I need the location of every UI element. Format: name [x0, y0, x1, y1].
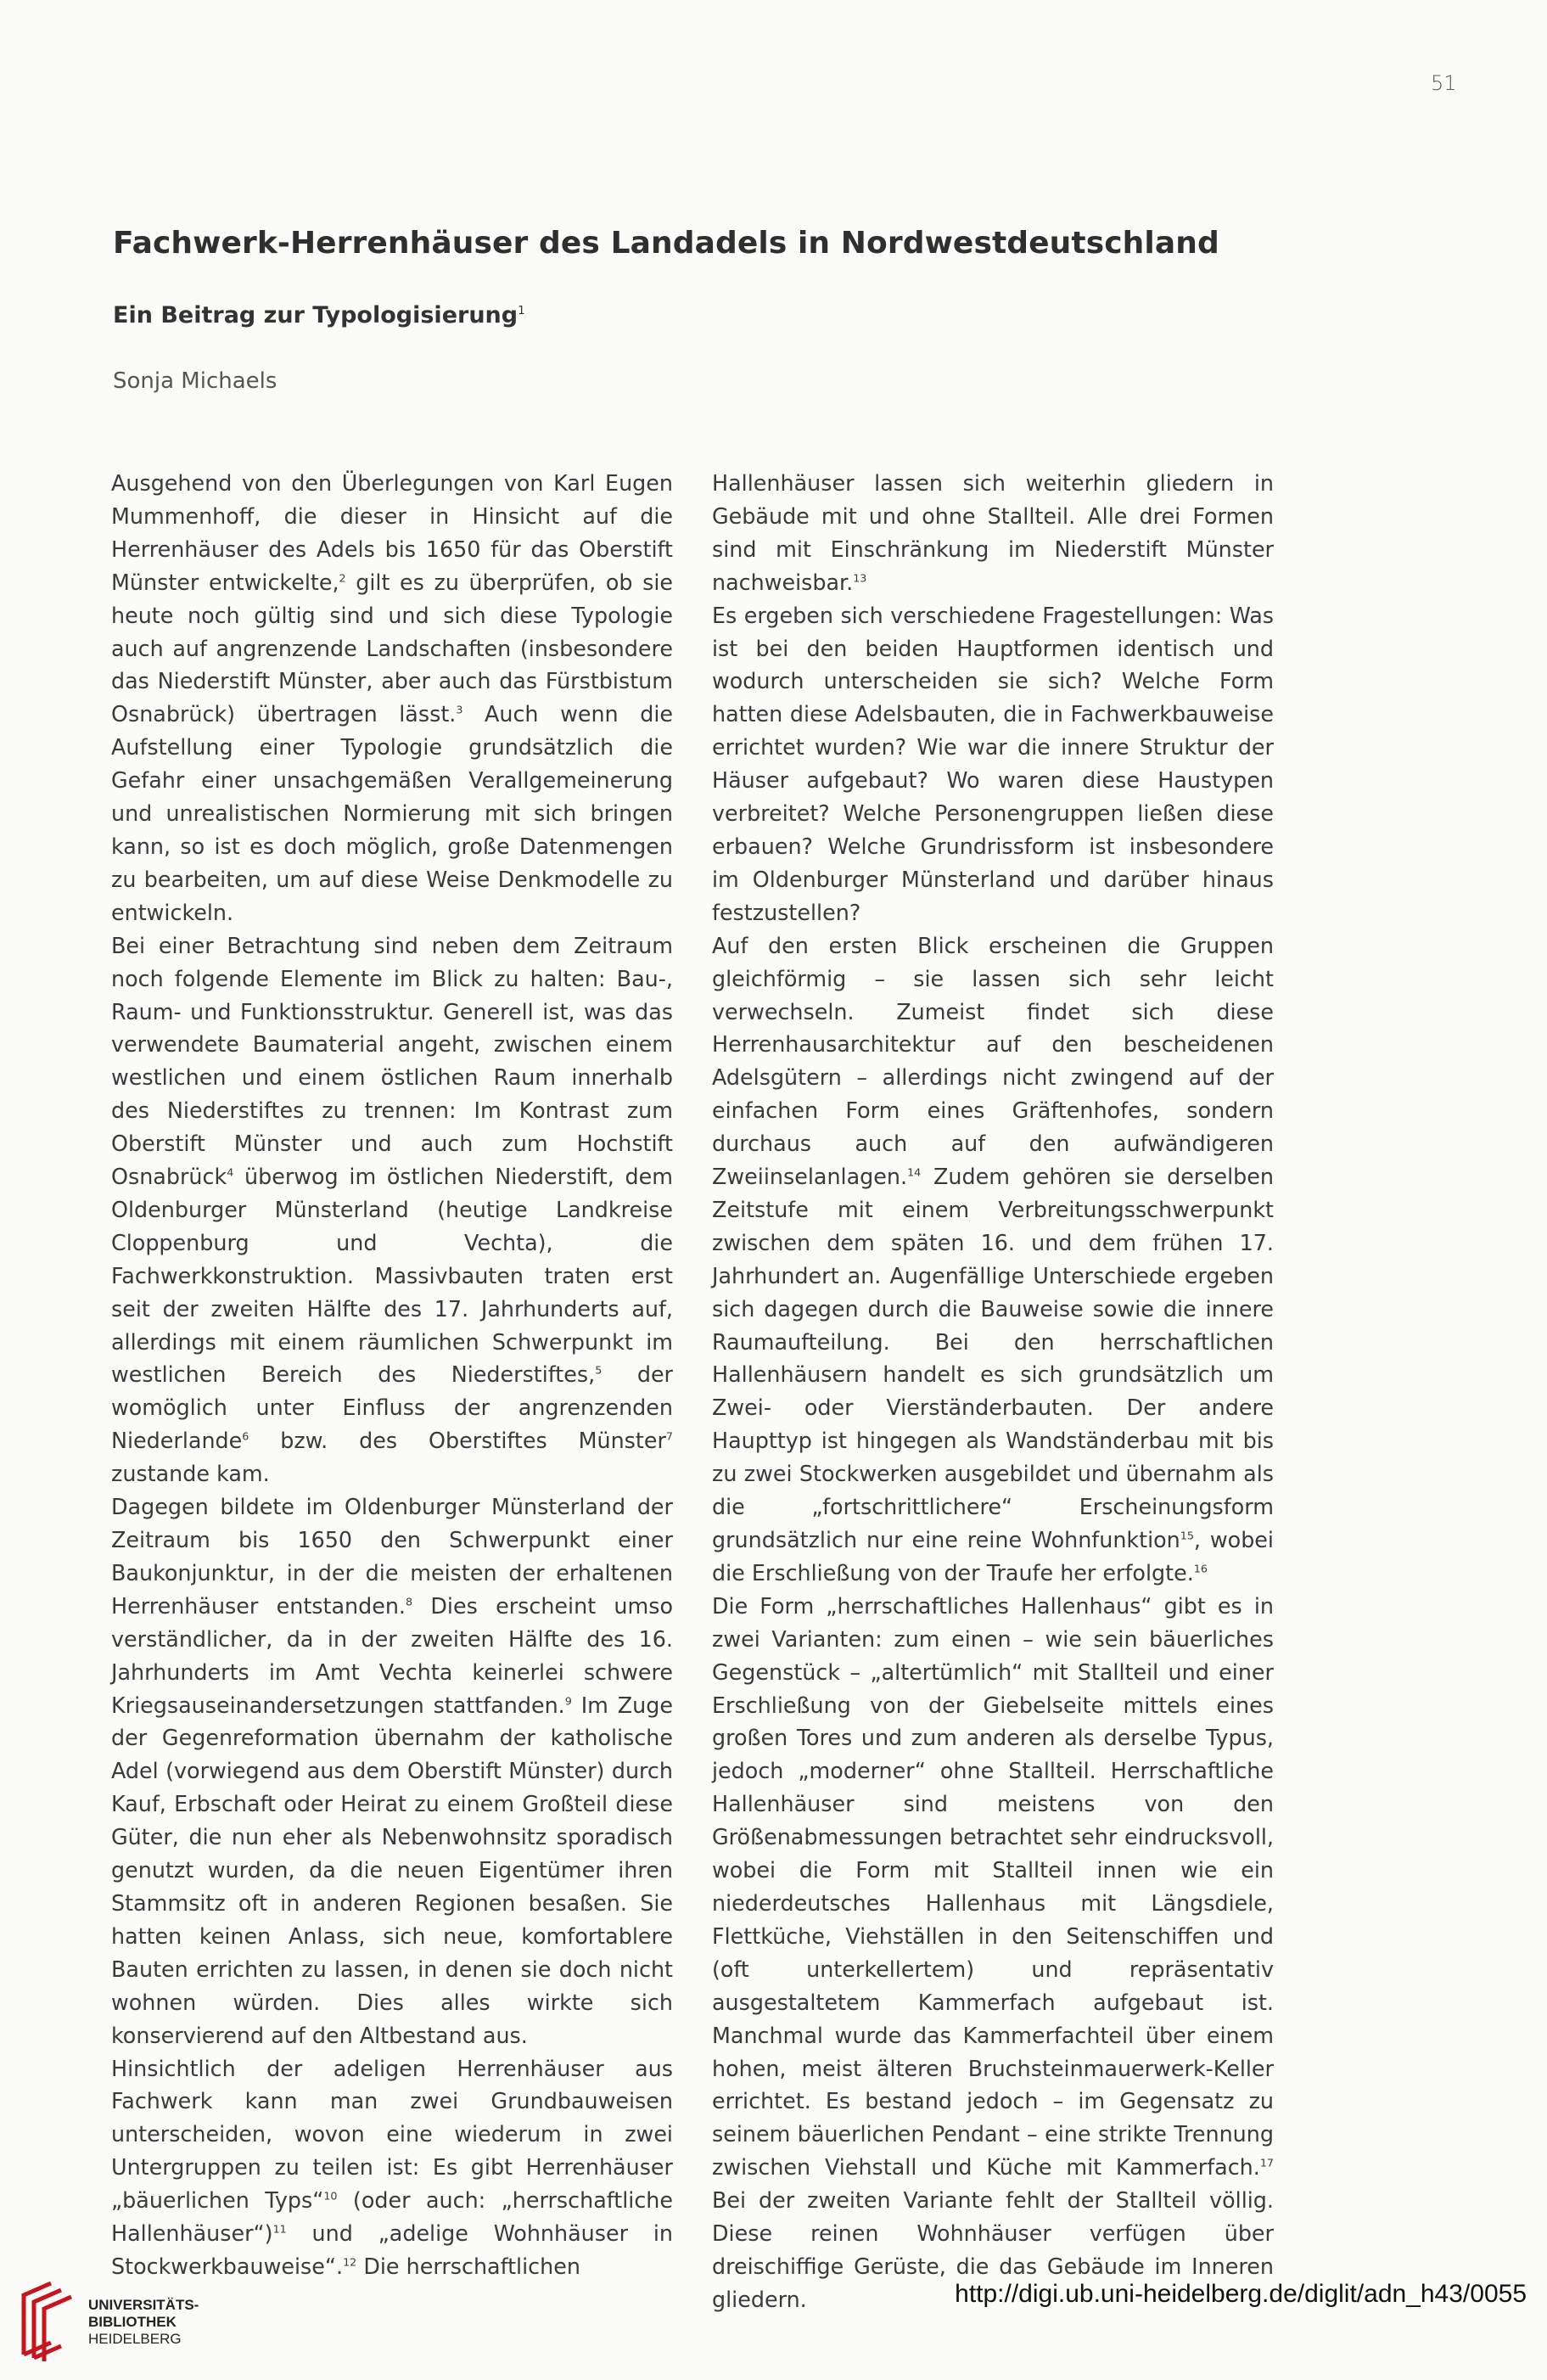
paragraph	[712, 599, 1274, 929]
paragraph-text: Auf den ersten Blick erscheinen die Gruppen gleichförmig – sie lassen sich sehr leicht verwechseln. Zumeist findet sich diese Herrenhausarchitektur auf den bescheidenen Adelsgütern – allerdings nicht zwingend auf der einfachen Form eines Gräftenhofes, sondern durchaus auch auf den aufwändigeren Zweiinselanlagen.	[712, 932, 1274, 1190]
footnote-ref: 12	[343, 2255, 357, 2269]
paragraph	[111, 1490, 673, 2052]
paragraph-text: zustande kam.	[111, 1461, 270, 1487]
footnote-ref: 14	[907, 1165, 922, 1179]
paragraph	[111, 929, 673, 1490]
paragraph-text: überwog im östlichen Niederstift, dem Oldenburger Münsterland (heutige Landkreise Cloppenburg und Vechta), die Fachwerkkonstruktion. Massivbauten traten erst seit der zweiten Hälfte des 17. Jahrhunderts auf, allerdings mit einem räumlichen Schwerpunkt im westlichen Bereich des Niederstiftes,	[111, 1164, 673, 1388]
paragraph	[111, 467, 673, 929]
right-text-column	[712, 467, 1274, 2316]
paragraph-text: und „adelige Wohnhäuser in Stockwerkbauweise“.	[111, 2220, 673, 2279]
paragraph-text: Im Zuge der Gegenreformation übernahm der katholische Adel (vorwiegend aus dem Oberstift Münster) durch Kauf, Erbschaft oder Heirat zu einem Großteil diese Güter, die nun eher als Nebenwohnsitz sporadisch genutzt wurden, da die neuen Eigentümer ihren Stammsitz oft in anderen Regionen besaßen. Sie hatten keinen Anlass, sich neue, komfortablere Bauten errichten zu lassen, in denen sie doch nicht wohnen würden. Dies alles wirkte sich konservierend auf den Altbestand aus.	[111, 1692, 673, 2048]
source-url-link[interactable]: http://digi.ub.uni-heidelberg.de/diglit/adn_h43/0055	[955, 2280, 1527, 2308]
paragraph-text: Hallenhäuser lassen sich weiterhin gliedern in Gebäude mit und ohne Stallteil. Alle drei Formen sind mit Einschränkung im Niederstift Münster nachweisbar.	[712, 470, 1274, 595]
footnote-ref: 6	[242, 1429, 249, 1443]
paragraph-text: Dagegen bildete im Oldenburger Münsterland der Zeitraum bis 1650 den Schwerpunkt einer Baukonjunktur, in der die meisten der erhaltenen Herrenhäuser entstanden.	[111, 1494, 673, 1619]
footnote-ref: 16	[1193, 1562, 1208, 1575]
footnote-ref: 13	[853, 571, 867, 585]
paragraph-text: Die herrschaftlichen	[356, 2253, 580, 2279]
author-name: Sonja Michaels	[113, 368, 277, 394]
library-line-2: BIBLIOTHEK	[88, 2314, 177, 2330]
footnote-ref: 4	[227, 1165, 234, 1179]
paragraph	[111, 2052, 673, 2283]
library-line-1: UNIVERSITÄTS-	[88, 2297, 199, 2313]
paragraph-text: der womöglich unter Einfluss der angrenzenden Niederlande	[111, 1361, 673, 1454]
paragraph-text: Zudem gehören sie derselben Zeitstufe mit einem Verbreitungsschwerpunkt zwischen dem späten 16. und dem frühen 17. Jahrhundert an. Augenfällige Unterschiede ergeben sich dagegen durch die Bauweise sowie die innere Raumaufteilung. Bei den herrschaftlichen Hallenhäusern handelt es sich grundsätzlich um Zwei- oder Vierständerbauten. Der andere Haupttyp ist hingegen als Wandständerbau mit bis zu zwei Stockwerken ausgebildet und übernahm als die „fortschrittlichere“ Erscheinungsform grundsätzlich nur eine reine Wohnfunktion	[712, 1164, 1274, 1552]
paragraph	[712, 467, 1274, 599]
paragraph-text: bzw. des Oberstiftes Münster	[249, 1428, 666, 1454]
library-name	[88, 2297, 199, 2348]
paragraph-text: Es ergeben sich verschiedene Fragestellungen: Was ist bei den beiden Hauptformen identisch und wodurch unterscheiden sie sich? Welche Form hatten diese Adelsbauten, die in Fachwerkbauweise errichtet wurden? Wie war die innere Struktur der Häuser aufgebaut? Wo waren diese Haustypen verbreitet? Welche Personengruppen ließen diese erbauen? Welche Grundrissform ist insbesondere im Oldenburger Münsterland und darüber hinaus festzustellen?	[712, 602, 1274, 925]
page-number: 51	[1431, 71, 1457, 95]
footnote-ref: 11	[272, 2222, 287, 2236]
left-text-column	[111, 467, 673, 2283]
paragraph-text: Auch wenn die Aufstellung einer Typologie grundsätzlich die Gefahr einer unsachgemäßen Verallgemeinerung und unrealistischen Normierung mit sich bringen kann, so ist es doch möglich, große Datenmengen zu bearbeiten, um auf diese Weise Denkmodelle zu entwickeln.	[111, 701, 673, 925]
paragraph-text: gilt es zu überprüfen, ob sie heute noch gültig sind und sich diese Typologie auch auf angrenzende Landschaften (insbesondere das Niederstift Münster, aber auch das Fürstbistum Osnabrück) übertragen lässt.	[111, 569, 673, 727]
footnote-ref: 10	[323, 2189, 338, 2203]
footnote-ref: 2	[339, 571, 346, 585]
footnote-ref: 15	[1180, 1529, 1194, 1542]
paragraph-text: Ausgehend von den Überlegungen von Karl Eugen Mummenhoff, die dieser in Hinsicht auf die Herrenhäuser des Adels bis 1650 für das Oberstift Münster entwickelte,	[111, 470, 673, 595]
footnote-ref: 7	[665, 1429, 673, 1443]
article-subtitle	[113, 302, 525, 328]
article-title: Fachwerk-Herrenhäuser des Landadels in Nordwestdeutschland	[113, 226, 1219, 261]
footnote-ref: 17	[1259, 2156, 1274, 2170]
paragraph-text: Dies erscheint umso verständlicher, da in der zweiten Hälfte des 16. Jahrhunderts im Amt Vechta keinerlei schwere Kriegsauseinandersetzungen stattfanden.	[111, 1592, 674, 1718]
subtitle-text: Ein Beitrag zur Typologisierung	[113, 302, 518, 328]
paragraph	[712, 929, 1274, 1590]
paragraph-text: (oder auch: „herrschaftliche Hallenhäuser“)	[111, 2187, 673, 2247]
paragraph-text: Bei einer Betrachtung sind neben dem Zeitraum noch folgende Elemente im Blick zu halten: Bau-, Raum- und Funktionsstruktur. Generell ist, was das verwendete Baumaterial angeht, zwischen einem westlichen und einem östlichen Raum innerhalb des Niederstiftes zu trennen: Im Kontrast zum Oberstift Münster und auch zum Hochstift Osnabrück	[111, 932, 673, 1190]
paragraph-text: Die Form „herrschaftliches Hallenhaus“ gibt es in zwei Varianten: zum einen – wie sein bäuerliches Gegenstück – „altertümlich“ mit Stallteil und einer Erschließung von der Giebelseite mittels eines großen Tores und zum anderen als derselbe Typus, jedoch „moderner“ ohne Stallteil. Herrschaftliche Hallenhäuser sind meistens von den Größenabmessungen betrachtet sehr eindrucksvoll, wobei die Form mit Stallteil innen wie ein niederdeutsches Hallenhaus mit Längsdiele, Flettküche, Viehställen in den Seitenschiffen und (oft unterkellertem) und repräsentativ ausgestaltetem Kammerfach aufgebaut ist. Manchmal wurde das Kammerfachteil über einem hohen, meist älteren Bruchsteinmauerwerk-Keller errichtet. Es bestand jedoch – im Gegensatz zu seinem bäuerlichen Pendant – eine strikte Trennung zwischen Viehstall und Küche mit Kammerfach.	[712, 1592, 1274, 2181]
paragraph-text: Bei der zweiten Variante fehlt der Stallteil völlig. Diese reinen Wohnhäuser verfügen über dreischiffige Gerüste, die das Gebäude im Inneren gliedern.	[712, 2187, 1274, 2312]
paragraph	[712, 1590, 1274, 2316]
footnote-ref: 5	[595, 1364, 603, 1377]
footnote-ref: 9	[564, 1694, 572, 1708]
footnote-ref: 1	[518, 304, 525, 317]
paragraph-text: , wobei die Erschließung von der Traufe her erfolgte.	[712, 1527, 1274, 1586]
footnote-ref: 3	[456, 703, 463, 716]
paragraph-text: Hinsichtlich der adeligen Herrenhäuser aus Fachwerk kann man zwei Grundbauweisen unterscheiden, wovon eine wiederum in zwei Untergruppen zu teilen ist: Es gibt Herrenhäuser „bäuerlichen Typs“	[111, 2055, 673, 2214]
library-line-3: HEIDELBERG	[88, 2331, 182, 2347]
footnote-ref: 8	[406, 1595, 413, 1608]
